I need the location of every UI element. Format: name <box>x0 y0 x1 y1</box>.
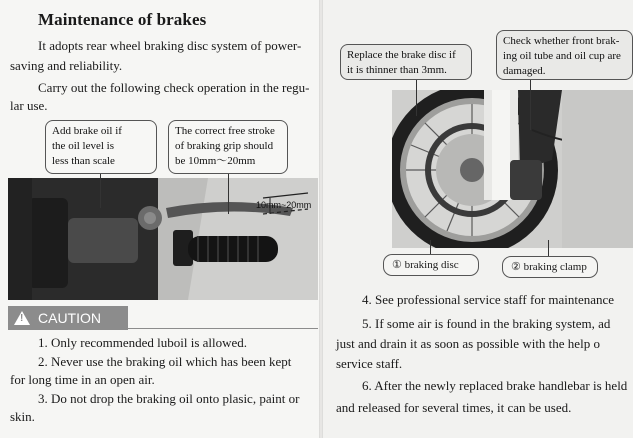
callout-brake-disc-line: it is thinner than 3mm. <box>347 64 447 76</box>
page-gutter <box>319 0 323 438</box>
leader-line <box>548 240 549 256</box>
intro-line-4: lar use. <box>10 98 48 113</box>
maintenance-item: service staff. <box>336 356 403 371</box>
callout-free-stroke-line: of braking grip should <box>175 140 274 152</box>
caution-item: for long time in an open air. <box>10 372 155 387</box>
brake-lever-photo <box>8 178 318 300</box>
callout-brake-disc-line: Replace the brake disc if <box>347 49 456 61</box>
maintenance-item: 5. If some air is found in the braking system, ad <box>362 316 611 331</box>
callout-brake-oil-line: less than scale <box>52 155 115 167</box>
maintenance-item: just and drain it as soon as possible with the help o <box>336 336 600 351</box>
callout-brake-oil-line: the oil level is <box>52 140 115 152</box>
callout-free-stroke-line: The correct free stroke <box>175 125 275 137</box>
leader-line <box>530 80 531 130</box>
caution-divider <box>128 328 318 329</box>
intro-line-2: saving and reliability. <box>10 58 123 73</box>
callout-free-stroke <box>168 120 288 174</box>
callout-oil-tube <box>496 30 633 80</box>
caution-item: 3. Do not drop the braking oil onto plasic, paint or <box>38 391 300 406</box>
caution-label: CAUTION <box>38 310 101 326</box>
caution-item: skin. <box>10 409 35 424</box>
front-wheel-photo <box>392 90 633 248</box>
leader-line <box>228 174 229 214</box>
leader-line <box>100 174 101 208</box>
caution-item: 2. Never use the braking oil which has been kept <box>38 354 292 369</box>
callout-brake-disc <box>340 44 472 80</box>
callout-free-stroke-line: be 10mm～20mm <box>175 155 256 167</box>
callout-oil-tube-line: damaged. <box>503 65 546 77</box>
maintenance-item: and released for several times, it can be used. <box>336 400 572 415</box>
stroke-measure-label: 10mm~20mm <box>256 200 312 210</box>
label-braking-disc: ① braking disc <box>383 254 479 276</box>
caution-item: 1. Only recommended luboil is allowed. <box>38 335 248 350</box>
brake-lever-illustration <box>8 178 318 300</box>
leader-line <box>430 240 431 254</box>
caution-banner <box>8 306 128 330</box>
callout-oil-tube-line: Check whether front brak- <box>503 35 620 47</box>
maintenance-item: 6. After the newly replaced brake handlebar is held <box>362 378 628 393</box>
leader-line <box>416 80 417 116</box>
intro-line-1: It adopts rear wheel braking disc system of power- <box>38 38 302 53</box>
warning-icon: ! <box>14 311 30 325</box>
label-braking-clamp: ② braking clamp <box>502 256 598 278</box>
front-wheel-illustration <box>392 90 633 248</box>
page-title: Maintenance of brakes <box>38 10 207 29</box>
callout-brake-oil-line: Add brake oil if <box>52 125 122 137</box>
intro-line-3: Carry out the following check operation in the regu- <box>38 80 310 95</box>
callout-brake-oil <box>45 120 157 174</box>
maintenance-item: 4. See professional service staff for maintenance <box>362 292 615 307</box>
callout-oil-tube-line: ing oil tube and oil cup are <box>503 50 621 62</box>
